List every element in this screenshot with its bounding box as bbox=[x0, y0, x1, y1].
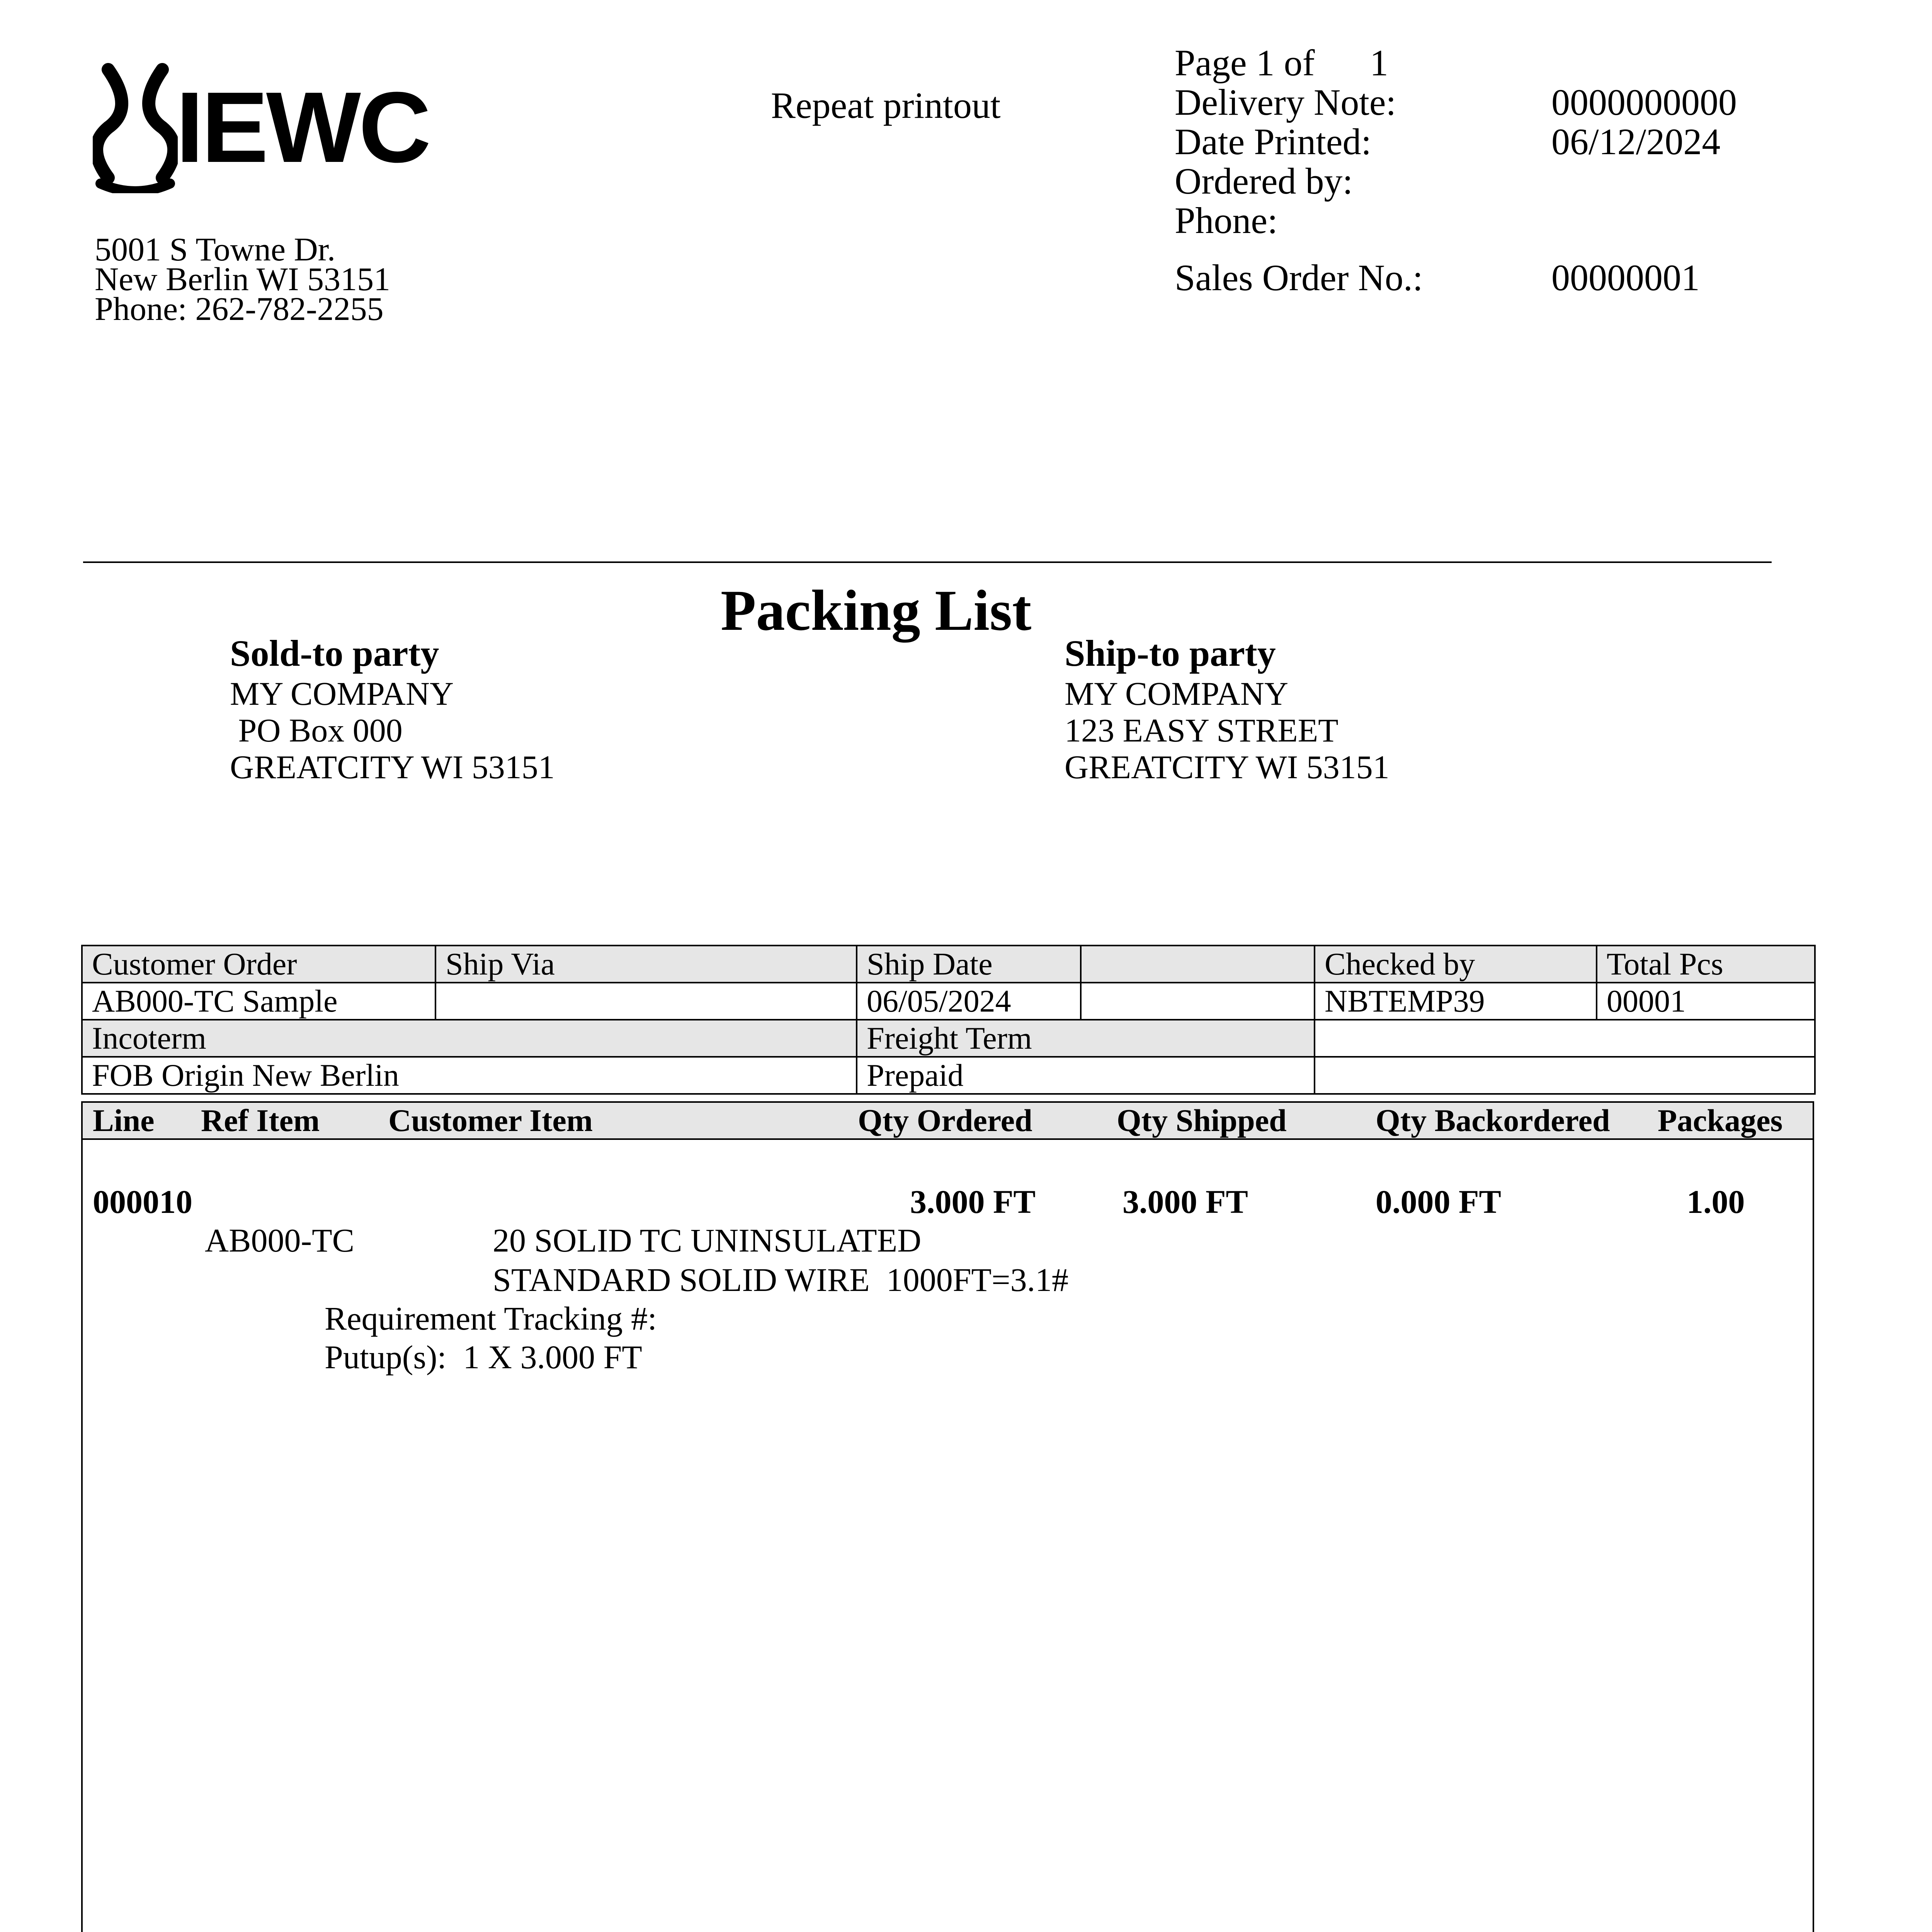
total-pcs-label: Total Pcs bbox=[1597, 946, 1815, 983]
sales-order-label: Sales Order No.: bbox=[1175, 257, 1423, 298]
header-divider bbox=[83, 561, 1772, 563]
date-printed-value: 06/12/2024 bbox=[1551, 121, 1721, 162]
ship-to-heading: Ship-to party bbox=[1065, 633, 1276, 674]
item-qty-shipped: 3.000 FT bbox=[1122, 1183, 1248, 1220]
freight-term-label: Freight Term bbox=[857, 1020, 1315, 1057]
company-phone: Phone: 262-782-2255 bbox=[95, 290, 384, 327]
terms-header-row bbox=[82, 1020, 1815, 1057]
item-desc-line2: STANDARD SOLID WIRE 1000FT=3.1# bbox=[493, 1261, 1069, 1298]
col-qty-ordered: Qty Ordered bbox=[858, 1103, 1032, 1138]
item-packages: 1.00 bbox=[1687, 1183, 1745, 1220]
terms-value-row bbox=[82, 1057, 1815, 1094]
order-value-row bbox=[82, 983, 1815, 1020]
col-ref-item: Ref Item bbox=[201, 1103, 320, 1138]
freight-term-value: Prepaid bbox=[857, 1057, 1315, 1094]
col-customer-item: Customer Item bbox=[388, 1103, 593, 1138]
item-desc-line1: 20 SOLID TC UNINSULATED bbox=[493, 1222, 922, 1259]
customer-order-label: Customer Order bbox=[82, 946, 435, 983]
ship-date-label: Ship Date bbox=[857, 946, 1081, 983]
sales-order-value: 00000001 bbox=[1551, 257, 1700, 298]
ordered-by-label: Ordered by: bbox=[1175, 160, 1353, 202]
ship-via-value bbox=[435, 983, 857, 1020]
total-pcs-value: 00001 bbox=[1597, 983, 1815, 1020]
customer-order-value: AB000-TC Sample bbox=[82, 983, 435, 1020]
checked-by-label: Checked by bbox=[1315, 946, 1597, 983]
item-line-number: 000010 bbox=[93, 1183, 192, 1220]
item-qty-ordered: 3.000 FT bbox=[910, 1183, 1036, 1220]
incoterm-label: Incoterm bbox=[82, 1020, 857, 1057]
blank-value-cell bbox=[1081, 983, 1315, 1020]
checked-by-value: NBTEMP39 bbox=[1315, 983, 1597, 1020]
iewc-logo bbox=[93, 62, 429, 193]
repeat-printout-label: Repeat printout bbox=[771, 85, 1001, 126]
iewc-logo-text: IEWC bbox=[176, 71, 429, 184]
item-putups: Putup(s): 1 X 3.000 FT bbox=[325, 1338, 642, 1376]
sold-to-heading: Sold-to party bbox=[230, 633, 439, 674]
col-line: Line bbox=[93, 1103, 155, 1138]
ship-to-line1: MY COMPANY bbox=[1065, 675, 1289, 712]
ship-to-line2: 123 EASY STREET bbox=[1065, 712, 1338, 749]
item-ref-item: AB000-TC bbox=[205, 1222, 354, 1259]
item-qty-backordered: 0.000 FT bbox=[1376, 1183, 1501, 1220]
date-printed-label: Date Printed: bbox=[1175, 121, 1372, 162]
company-address-line2: New Berlin WI 53151 bbox=[95, 260, 391, 298]
page-title: Packing List bbox=[721, 578, 1032, 643]
delivery-note-label: Delivery Note: bbox=[1175, 82, 1396, 123]
sold-to-line3: GREATCITY WI 53151 bbox=[230, 748, 555, 786]
sold-to-line2: PO Box 000 bbox=[230, 712, 403, 749]
ship-date-value: 06/05/2024 bbox=[857, 983, 1081, 1020]
terms-blank-value-cell bbox=[1315, 1057, 1815, 1094]
blank-header-cell bbox=[1081, 946, 1315, 983]
iewc-logo-mark-icon bbox=[93, 62, 178, 193]
company-address-line1: 5001 S Towne Dr. bbox=[95, 231, 336, 268]
item-requirement-tracking: Requirement Tracking #: bbox=[325, 1300, 657, 1337]
ship-via-label: Ship Via bbox=[435, 946, 857, 983]
page-total: 1 bbox=[1370, 42, 1388, 83]
sold-to-line1: MY COMPANY bbox=[230, 675, 454, 712]
incoterm-value: FOB Origin New Berlin bbox=[82, 1057, 857, 1094]
col-qty-backordered: Qty Backordered bbox=[1376, 1103, 1610, 1138]
phone-label: Phone: bbox=[1175, 200, 1278, 241]
col-packages: Packages bbox=[1658, 1103, 1783, 1138]
ship-to-line3: GREATCITY WI 53151 bbox=[1065, 748, 1389, 786]
terms-blank-cell bbox=[1315, 1020, 1815, 1057]
order-info-table bbox=[81, 945, 1816, 1095]
delivery-note-value: 0000000000 bbox=[1551, 82, 1737, 123]
order-header-row bbox=[82, 946, 1815, 983]
col-qty-shipped: Qty Shipped bbox=[1117, 1103, 1287, 1138]
page-label: Page 1 of bbox=[1175, 42, 1315, 83]
